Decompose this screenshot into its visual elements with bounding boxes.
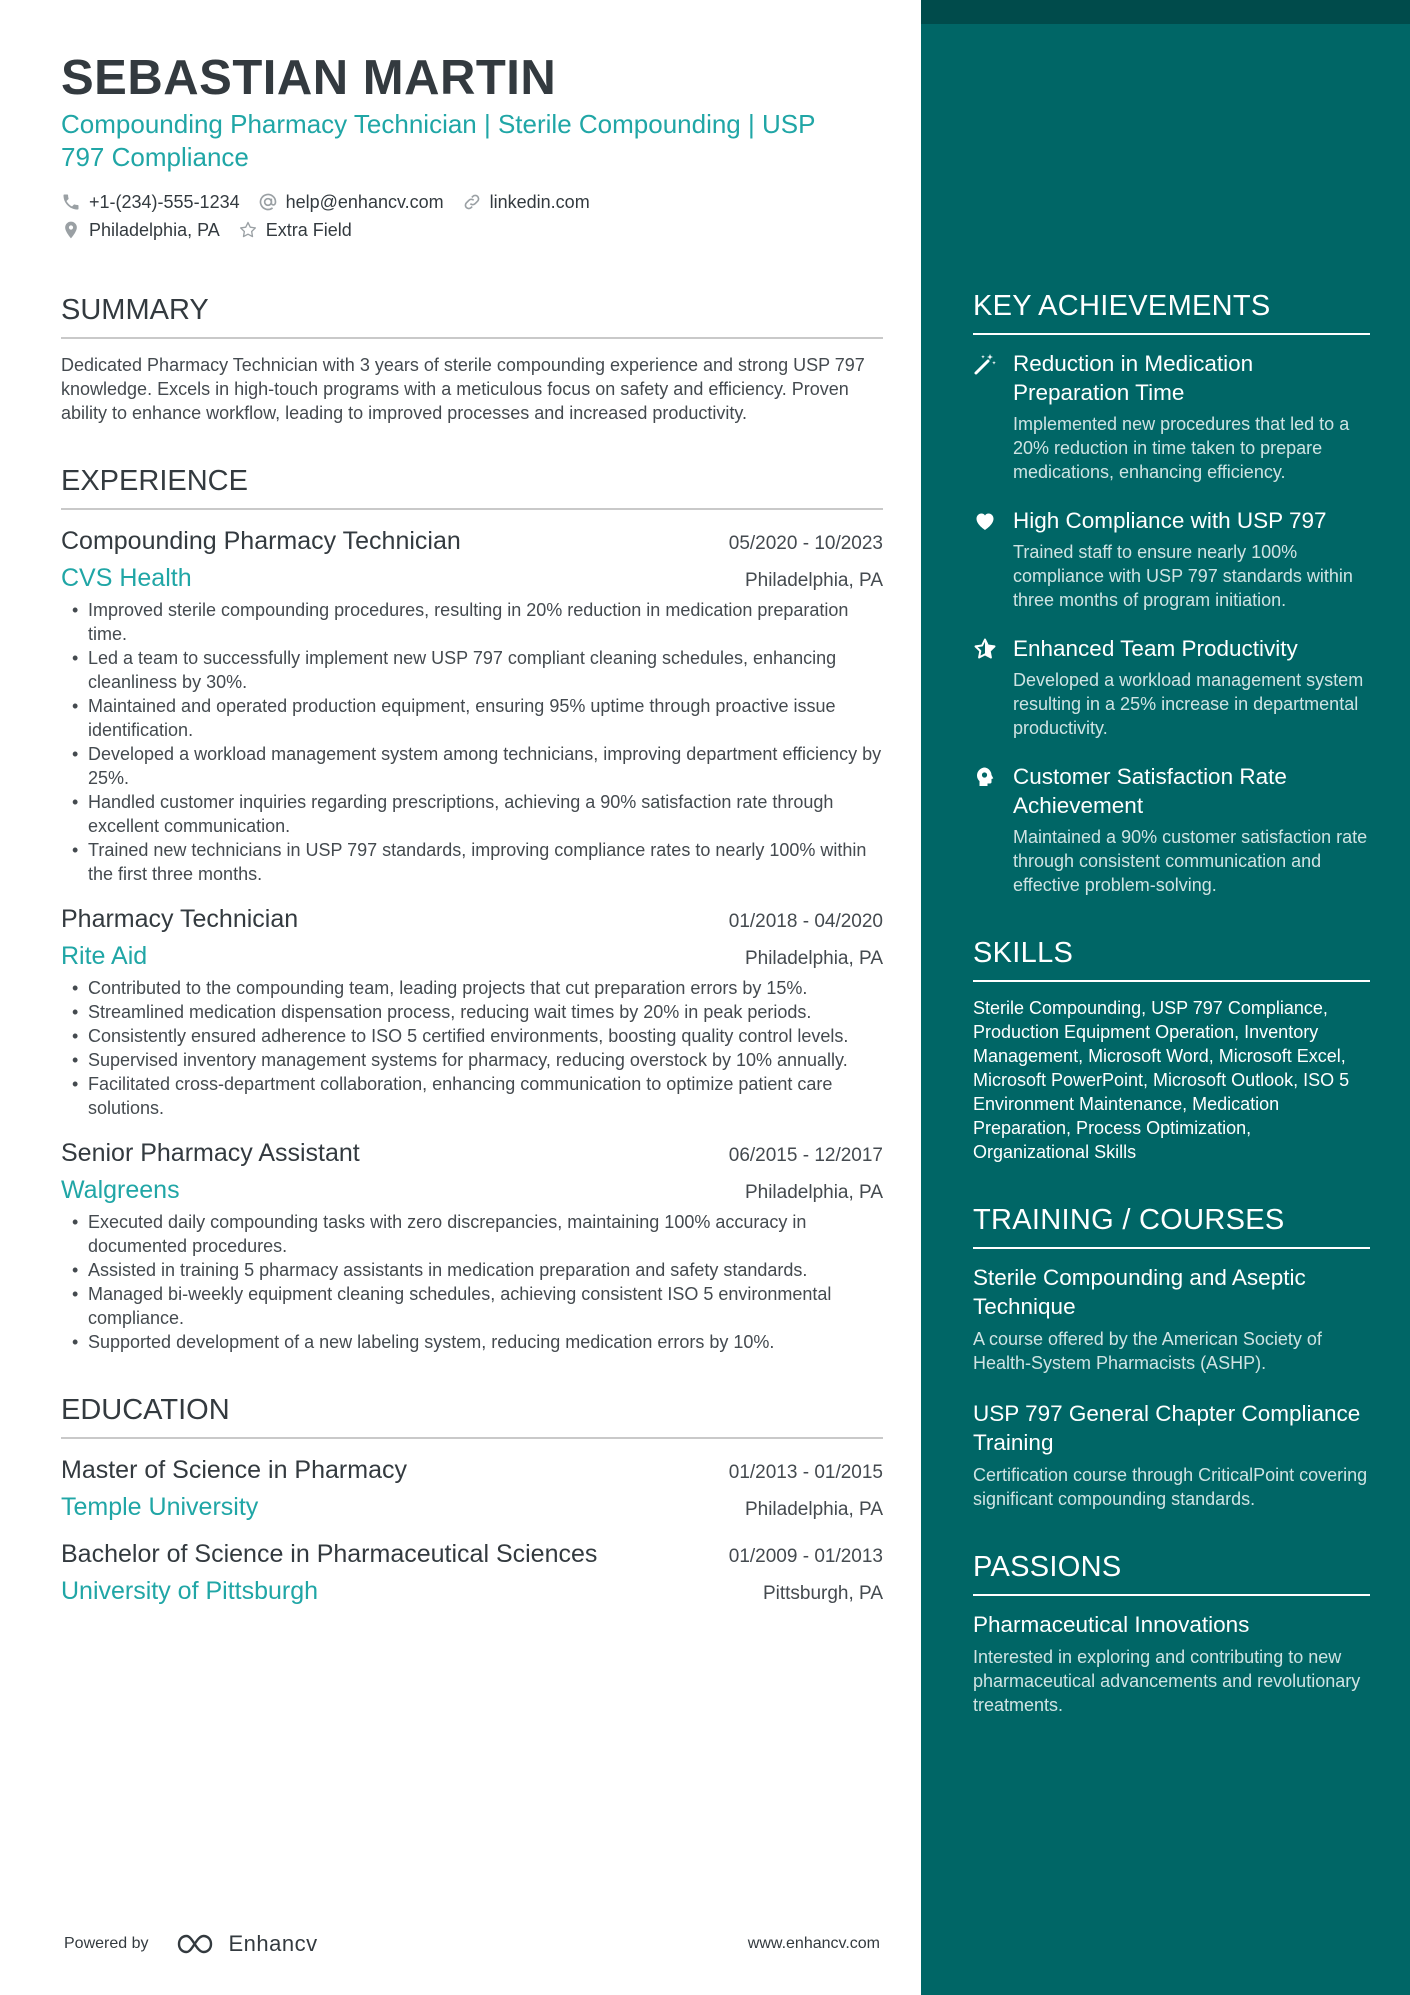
phone-icon	[61, 192, 81, 212]
star-icon	[973, 637, 997, 661]
footer	[64, 1930, 880, 1958]
job-header	[61, 1136, 883, 1170]
achievement-item	[973, 506, 1370, 612]
extra-field-text: Extra Field	[265, 219, 352, 240]
bullet-item: • Streamlined medication dispensation process, reducing wait times by 20% in peak periods.	[61, 1000, 883, 1024]
achievement-title: High Compliance with USP 797	[1013, 508, 1327, 533]
head-gear-icon	[973, 765, 997, 789]
achievement-item	[973, 349, 1370, 484]
contact-email[interactable]	[258, 192, 444, 213]
bullet-item: • Contributed to the compounding team, leading projects that cut preparation errors by 15%.	[61, 976, 883, 1000]
main-column	[61, 48, 883, 1621]
course-description: Certification course through CriticalPoint covering significant compounding standards.	[973, 1465, 1368, 1509]
bullet-item: • Consistently ensured adherence to ISO 5 certified environments, boosting quality control levels.	[61, 1024, 883, 1048]
contact-row	[61, 216, 883, 244]
job-company: Walgreens	[61, 1176, 180, 1204]
training-section	[973, 1204, 1370, 1511]
enhancv-logo-icon	[175, 1931, 223, 1957]
sidebar	[921, 0, 1410, 1995]
education-location: Pittsburgh, PA	[762, 1583, 883, 1604]
course-item	[973, 1399, 1370, 1511]
location-text: Philadelphia, PA	[89, 219, 220, 240]
achievement-body	[1013, 634, 1370, 740]
section-heading: KEY ACHIEVEMENTS	[973, 290, 1370, 335]
section-heading: EXPERIENCE	[61, 465, 883, 510]
location-pin-icon	[61, 220, 81, 240]
education-entry	[61, 1537, 883, 1607]
job-subheader	[61, 936, 883, 972]
magic-wand-icon	[973, 352, 997, 376]
achievement-icon-wrap	[973, 506, 1013, 612]
education-header	[61, 1537, 883, 1571]
job-header	[61, 902, 883, 936]
degree: Master of Science in Pharmacy	[61, 1456, 407, 1484]
section-heading: SKILLS	[973, 937, 1370, 982]
achievement-icon-wrap	[973, 349, 1013, 484]
brand-logo[interactable]	[175, 1931, 318, 1957]
job-entry	[61, 1136, 883, 1354]
job-dates: 05/2020 - 10/2023	[728, 533, 883, 554]
achievement-description: Implemented new procedures that led to a 20% reduction in time taken to prepare medications, enhancing efficiency.	[1013, 414, 1350, 482]
brand-name: Enhancv	[228, 1931, 318, 1956]
contact-row	[61, 188, 883, 216]
degree: Bachelor of Science in Pharmaceutical Sciences	[61, 1540, 598, 1568]
achievement-item	[973, 634, 1370, 740]
powered-by	[64, 1931, 318, 1957]
skills-section	[973, 937, 1370, 1164]
job-bullets	[61, 976, 883, 1120]
link-icon	[462, 192, 482, 212]
course-title: Sterile Compounding and Aseptic Technique	[973, 1265, 1306, 1319]
job-location: Philadelphia, PA	[744, 948, 883, 969]
school: Temple University	[61, 1493, 259, 1521]
contact-extra	[238, 220, 352, 241]
education-subheader	[61, 1487, 883, 1523]
bullet-item: • Developed a workload management system among technicians, improving department efficiency by 25%.	[61, 742, 883, 790]
contact-linkedin[interactable]	[462, 192, 590, 213]
section-heading: PASSIONS	[973, 1551, 1370, 1596]
bullet-item: • Assisted in training 5 pharmacy assistants in medication preparation and safety standards.	[61, 1258, 883, 1282]
bullet-item: • Maintained and operated production equipment, ensuring 95% uptime through proactive issue identification.	[61, 694, 883, 742]
job-location: Philadelphia, PA	[744, 570, 883, 591]
course-description: A course offered by the American Society of Health-System Pharmacists (ASHP).	[973, 1329, 1322, 1373]
job-company: Rite Aid	[61, 942, 148, 970]
job-subheader	[61, 1170, 883, 1206]
job-header	[61, 524, 883, 558]
job-title: Senior Pharmacy Assistant	[61, 1139, 360, 1167]
candidate-headline: Compounding Pharmacy Technician | Sterile Compounding | USP 797 Compliance	[61, 109, 815, 172]
section-heading: SUMMARY	[61, 294, 883, 339]
bullet-item: • Supported development of a new labeling system, reducing medication errors by 10%.	[61, 1330, 883, 1354]
passion-title: Pharmaceutical Innovations	[973, 1612, 1250, 1637]
education-header	[61, 1453, 883, 1487]
school: University of Pittsburgh	[61, 1577, 319, 1605]
experience-section	[61, 465, 883, 1354]
course-title: USP 797 General Chapter Compliance Training	[973, 1401, 1361, 1455]
summary-section	[61, 294, 883, 425]
passion-description: Interested in exploring and contributing to new pharmaceutical advancements and revolutionary treatments.	[973, 1647, 1361, 1715]
achievement-description: Trained staff to ensure nearly 100% compliance with USP 797 standards within three months of program initiation.	[1013, 542, 1353, 610]
job-subheader	[61, 558, 883, 594]
job-dates: 01/2018 - 04/2020	[728, 911, 883, 932]
sidebar-top-bar	[921, 0, 1410, 24]
email-text[interactable]: help@enhancv.com	[285, 191, 444, 212]
heart-icon	[973, 509, 997, 533]
powered-by-label: Powered by	[64, 1935, 149, 1952]
linkedin-text[interactable]: linkedin.com	[489, 191, 590, 212]
education-dates: 01/2013 - 01/2015	[728, 1462, 883, 1483]
contact-phone	[61, 192, 240, 213]
sidebar-content	[973, 290, 1370, 1757]
section-heading: EDUCATION	[61, 1394, 883, 1439]
at-sign-icon	[258, 192, 278, 212]
passions-section	[973, 1551, 1370, 1717]
education-entry	[61, 1453, 883, 1523]
bullet-item: • Executed daily compounding tasks with zero discrepancies, maintaining 100% accuracy in documented procedures.	[61, 1210, 883, 1258]
job-title: Compounding Pharmacy Technician	[61, 527, 461, 555]
contact-info	[61, 188, 883, 244]
education-location: Philadelphia, PA	[744, 1499, 883, 1520]
bullet-item: • Facilitated cross-department collaboration, enhancing communication to optimize patient care solutions.	[61, 1072, 883, 1120]
summary-text: Dedicated Pharmacy Technician with 3 years of sterile compounding experience and strong USP 797 knowledge. Excels in high-touch programs with a meticulous focus on safety and efficiency. Proven ability to enhance workflow, leading to improved processes and increased productivity.	[61, 355, 865, 423]
achievement-item	[973, 762, 1370, 897]
achievement-body	[1013, 506, 1370, 612]
candidate-name: SEBASTIAN MARTIN	[61, 51, 557, 105]
job-entry	[61, 902, 883, 1120]
achievement-title: Enhanced Team Productivity	[1013, 636, 1298, 661]
bullet-item: • Handled customer inquiries regarding prescriptions, achieving a 90% satisfaction rate through excellent communication.	[61, 790, 883, 838]
bullet-item: • Managed bi-weekly equipment cleaning schedules, achieving consistent ISO 5 environmental compliance.	[61, 1282, 883, 1330]
job-company: CVS Health	[61, 564, 192, 592]
bullet-item: • Led a team to successfully implement new USP 797 compliant cleaning schedules, enhancing cleanliness by 30%.	[61, 646, 883, 694]
achievement-body	[1013, 349, 1370, 484]
section-heading: TRAINING / COURSES	[973, 1204, 1370, 1249]
course-item	[973, 1263, 1370, 1375]
bullet-item: • Supervised inventory management systems for pharmacy, reducing overstock by 10% annually.	[61, 1048, 883, 1072]
achievement-title: Customer Satisfaction Rate Achievement	[1013, 764, 1287, 818]
job-bullets	[61, 1210, 883, 1354]
job-dates: 06/2015 - 12/2017	[728, 1145, 883, 1166]
phone-text: +1-(234)-555-1234	[89, 191, 240, 212]
achievement-icon-wrap	[973, 634, 1013, 740]
achievement-icon-wrap	[973, 762, 1013, 897]
contact-location	[61, 220, 220, 241]
achievement-description: Maintained a 90% customer satisfaction rate through consistent communication and effective problem-solving.	[1013, 827, 1368, 895]
achievement-body	[1013, 762, 1370, 897]
job-location: Philadelphia, PA	[744, 1182, 883, 1203]
education-section	[61, 1394, 883, 1607]
education-dates: 01/2009 - 01/2013	[728, 1546, 883, 1567]
achievement-description: Developed a workload management system resulting in a 25% increase in departmental productivity.	[1013, 670, 1364, 738]
bullet-item: • Trained new technicians in USP 797 standards, improving compliance rates to nearly 100% within the first three months.	[61, 838, 883, 886]
star-outline-icon	[238, 220, 258, 240]
passion-item	[973, 1610, 1370, 1717]
job-bullets	[61, 598, 883, 886]
job-entry	[61, 524, 883, 886]
achievement-title: Reduction in Medication Preparation Time	[1013, 351, 1254, 405]
bullet-item: • Improved sterile compounding procedures, resulting in 20% reduction in medication preparation time.	[61, 598, 883, 646]
achievements-section	[973, 290, 1370, 897]
website-link[interactable]: www.enhancv.com	[747, 1935, 880, 1952]
skills-text: Sterile Compounding, USP 797 Compliance, Production Equipment Operation, Inventory Management, Microsoft Word, Microsoft Excel, Microsoft PowerPoint, Microsoft Outlook, ISO 5 Environment Maintenance, Medication Preparation, Process Optimization, Organizational Skills	[973, 998, 1350, 1162]
education-subheader	[61, 1571, 883, 1607]
job-title: Pharmacy Technician	[61, 905, 299, 933]
